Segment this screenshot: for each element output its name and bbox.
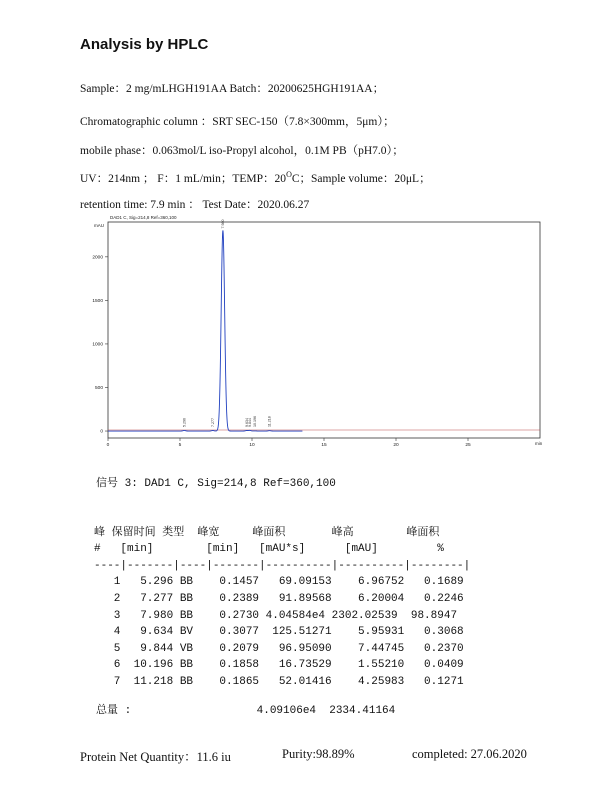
y-tick-label: 1500 — [92, 298, 103, 304]
x-tick-label: 0 — [106, 443, 110, 446]
y-tick-label: 0 — [100, 429, 103, 435]
table-row: 5 9.844 VB 0.2079 96.95090 7.44745 0.2370 — [94, 642, 464, 655]
peak-label: 7.277 — [210, 418, 215, 428]
sample-batch-line: Sample：2 mg/mLHGH191AA Batch：20200625HGH191AA； — [80, 83, 385, 95]
table-row: 6 10.196 BB 0.1858 16.73529 1.55210 0.0409 — [94, 659, 464, 672]
y-tick-label: 1000 — [92, 342, 103, 348]
retention-date-line: retention time: 7.9 min ： Test Date：2020.06.27 — [80, 199, 310, 211]
x-tick-label: 20 — [393, 443, 399, 446]
plot-frame — [108, 219, 540, 438]
table-separator: ----|-------|----|-------|----------|----------|--------| — [94, 559, 471, 572]
conditions-text-a: UV：214nm ； F：1 mL/min；TEMP：20 — [80, 173, 287, 185]
page-title: Analysis by HPLC — [80, 36, 209, 53]
table-row: 2 7.277 BB 0.2389 91.89568 6.20004 0.2246 — [94, 592, 464, 605]
peak-label: 9.844 — [247, 418, 252, 428]
table-row: 3 7.980 BB 0.2730 4.04584e4 2302.02539 98.8947 — [94, 609, 458, 622]
table-header-cn: 峰 保留时间 类型 峰宽 峰面积 峰高 峰面积 — [94, 526, 440, 539]
x-tick-label: 25 — [465, 443, 471, 446]
signal-heading: 信号 3: DAD1 C, Sig=214,8 Ref=360,100 — [96, 478, 336, 490]
chart-header: DAD1 C, Sig=214,8 Ref=360,100 — [110, 215, 177, 220]
y-unit-label: mAU — [94, 223, 104, 228]
table-header-units: # [min] [min] [mAU*s] [mAU] % — [94, 543, 444, 556]
peak-table — [94, 508, 470, 707]
x-tick-label: 5 — [178, 443, 182, 446]
chromatogram — [80, 214, 545, 446]
y-tick-label: 500 — [94, 386, 103, 392]
conditions-line — [80, 170, 431, 186]
protein-quantity: Protein Net Quantity：11.6 iu — [80, 750, 231, 764]
peak-label: 7.980 — [221, 219, 226, 229]
peak-label: 5.296 — [182, 418, 187, 428]
mobile-phase-line: mobile phase：0.063mol/L iso-Propyl alcohol，0.1M PB（pH7.0）； — [80, 145, 404, 157]
degree-superscript: O — [286, 170, 292, 180]
peak-label: 11.218 — [267, 416, 272, 428]
table-row: 7 11.218 BB 0.1865 52.01416 4.25983 0.1271 — [94, 675, 464, 688]
x-tick-label: 10 — [249, 443, 255, 446]
table-row: 1 5.296 BB 0.1457 69.09153 6.96752 0.1689 — [94, 576, 464, 589]
totals-row: 总量 : 4.09106e4 2334.41164 — [96, 705, 396, 717]
x-tick-label: 15 — [321, 443, 327, 446]
column-line: Chromatographic column ：SRT SEC-150（7.8×300mm，5μm）； — [80, 116, 395, 128]
x-unit-label: min — [535, 441, 543, 446]
table-row: 4 9.634 BV 0.3077 125.51271 5.95931 0.3068 — [94, 626, 464, 639]
conditions-text-b: C；Sample volume：20μL； — [291, 173, 431, 185]
purity: Purity:98.89% — [282, 747, 355, 761]
completed-date: completed: 27.06.2020 — [412, 747, 527, 761]
peak-label: 9.634 — [244, 418, 249, 428]
y-tick-label: 2000 — [92, 255, 103, 261]
peak-label: 10.196 — [253, 416, 258, 428]
